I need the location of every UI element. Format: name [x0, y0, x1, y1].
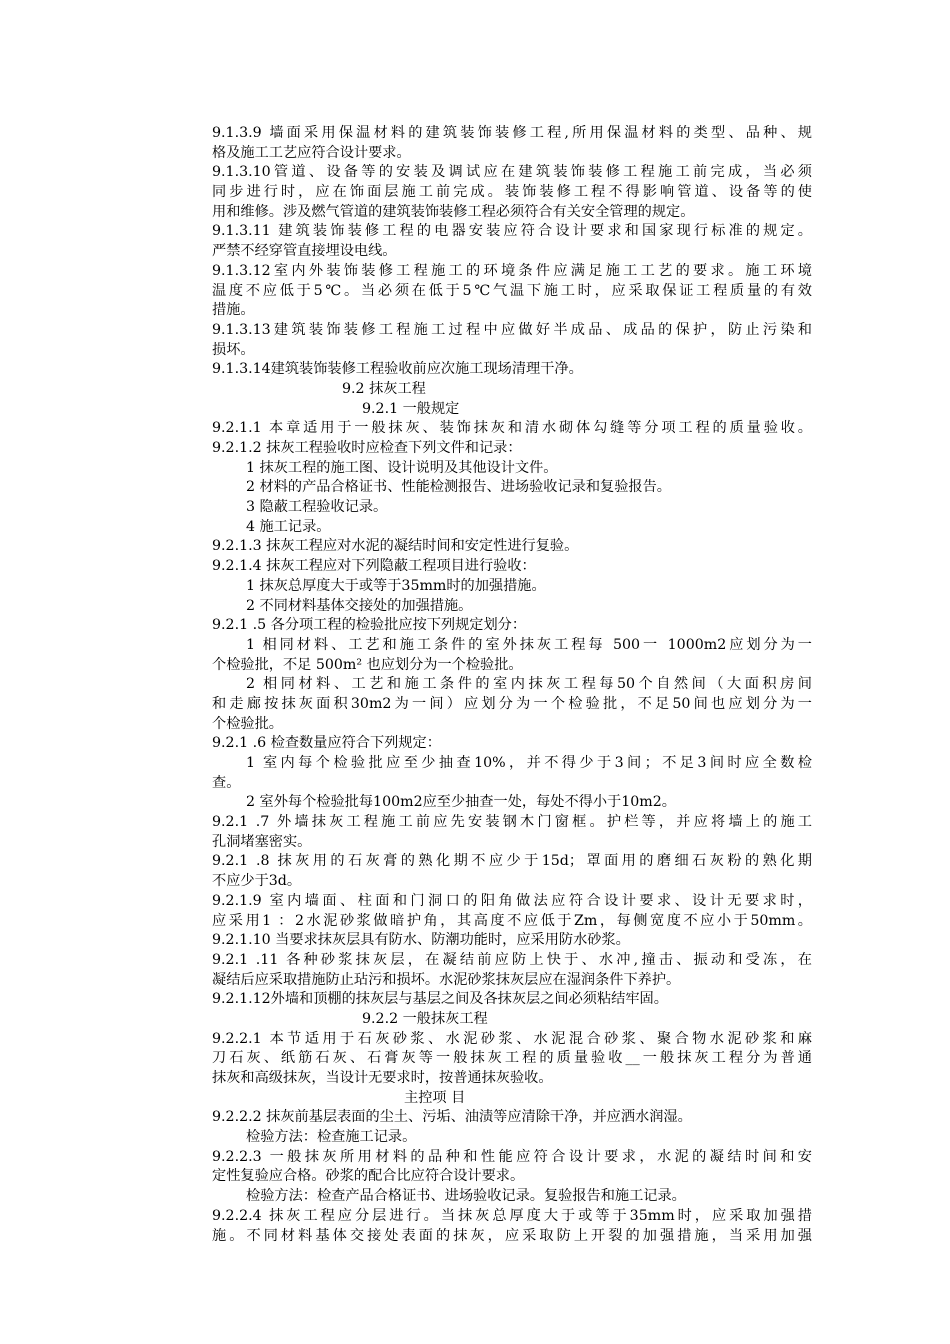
text-line: 和走廊按抹灰面积30m2为一间）应划分为一个检验批，不足50间也应划分为一 — [212, 695, 812, 712]
text-line: 定性复验应合格。砂浆的配合比应符合设计要求。 — [212, 1168, 525, 1185]
text-line: 个检验批。 — [212, 715, 283, 732]
text-line: 9.1.3.9 墙面采用保温材料的建筑装饰装修工程,所用保温材料的类型、品种、规 — [212, 125, 812, 141]
text-line: 严禁不经穿管直接埋设电线。 — [212, 243, 397, 260]
text-line: 措施。 — [212, 302, 255, 319]
text-line: 9.2.1.3 抹灰工程应对水泥的凝结时间和安定性进行复验。 — [212, 538, 579, 555]
list-item: 2 不同材料基体交接处的加强措施。 — [246, 597, 473, 614]
text-line: 个检验批，不足 500m² 也应划分为一个检验批。 — [212, 656, 523, 673]
text-line: 9.2.1 .6 检查数量应符合下列规定： — [212, 735, 441, 752]
list-item: 1 抹灰工程的施工图、设计说明及其他设计文件。 — [246, 459, 558, 476]
text-line: 凝结后应采取措施防止玷污和损坏。水泥砂浆抹灰层应在湿润条件下养护。 — [212, 971, 681, 988]
text-line: 9.2.1.4 抹灰工程应对下列隐蔽工程项目进行验收： — [212, 558, 536, 575]
list-item: 1 抹灰总厚度大于或等于35mm时的加强措施。 — [246, 577, 546, 594]
text-line: 9.2.1.10 当要求抹灰层具有防水、防潮功能时，应采用防水砂浆。 — [212, 932, 630, 949]
text-line: 温度不应低于5℃。当必须在低于5℃气温下施工时，应采取保证工程质量的有效 — [212, 282, 812, 299]
text-line: 9.2.2.4 抹灰工程应分层进行。当抹灰总厚度大于或等于35mm时，应采取加强措 — [212, 1207, 812, 1224]
inspection-method: 检验方法：检查产品合格证书、进场验收记录。复验报告和施工记录。 — [246, 1188, 686, 1205]
text-line: 9.1.3.10管道、设备等的安装及调试应在建筑装饰装修工程施工前完成，当必须 — [212, 164, 812, 181]
text-line: 9.2.1 .7 外墙抹灰工程施工前应先安装钢木门窗框。护栏等，并应将墙上的施工 — [212, 814, 812, 831]
text-line: 不应少于3d。 — [212, 873, 302, 890]
section-heading: 9.2 抹灰工程 — [342, 380, 426, 397]
text-line: 刀石灰、纸筋石灰、石膏灰等一般抹灰工程的质量验收__一般抹灰工程分为普通 — [212, 1050, 812, 1067]
text-line: 用和维修。涉及燃气管道的建筑装饰装修工程必须符合有关安全管理的规定。 — [212, 203, 695, 220]
list-item: 4 施工记录。 — [246, 518, 331, 535]
text-line: 9.2.2.1 本节适用于石灰砂浆、水泥砂浆、水泥混合砂浆、聚合物水泥砂浆和麻 — [212, 1030, 812, 1047]
text-line: 施。不同材料基体交接处表面的抹灰，应采取防上开裂的加强措施，当采用加强 — [212, 1227, 812, 1244]
subsection-heading: 主控项 目 — [404, 1089, 466, 1106]
list-item: 1 室内每个检验批应至少抽查10%，并不得少于3间；不足3间时应全数检 — [246, 755, 812, 771]
list-item: 2 材料的产品合格证书、性能检测报告、进场验收记录和复验报告。 — [246, 479, 671, 496]
text-line: 9.2.1.2 抹灰工程验收时应检查下列文件和记录： — [212, 440, 522, 456]
text-line: 查。 — [212, 774, 241, 791]
text-line: 9.1.3.12室内外装饰装修工程施工的环境条件应满足施工工艺的要求。施工环境 — [212, 262, 812, 279]
text-line: 9.2.2.3 一般抹灰所用材料的品种和性能应符合设计要求，水泥的凝结时间和安 — [212, 1148, 812, 1165]
list-item: 2 相同材料、工艺和施工条件的室内抹灰工程每50个自然间（大面积房间 — [246, 676, 812, 693]
subsection-heading: 9.2.1 一般规定 — [362, 400, 460, 417]
text-line: 同步进行时，应在饰面层施工前完成。装饰装修工程不得影响管道、设备等的使 — [212, 184, 812, 201]
text-line: 9.1.3.11 建筑装饰装修工程的电器安装应符合设计要求和国家现行标准的规定。 — [212, 223, 812, 240]
text-line: 9.2.1.1 本章适用于一般抹灰、装饰抹灰和清水砌体勾缝等分项工程的质量验收。 — [212, 420, 812, 437]
text-line: 9.2.1.12外墙和顶棚的抹灰层与基层之间及各抹灰层之间必须粘结牢固。 — [212, 991, 668, 1008]
text-line: 9.1.3.13建筑装饰装修工程施工过程中应做好半成品、成品的保护，防止污染和 — [212, 321, 812, 338]
list-item: 1 相同材料、工艺和施工条件的室外抹灰工程每 500一 1000m2应划分为一 — [246, 636, 812, 653]
inspection-method: 检验方法：检查施工记录。 — [246, 1129, 417, 1146]
subsection-heading: 9.2.2 一般抹灰工程 — [362, 1010, 488, 1027]
text-line: 9.2.1 .8 抹灰用的石灰膏的熟化期不应少于15d；罩面用的磨细石灰粉的熟化期 — [212, 853, 812, 870]
list-item: 2 室外每个检验批每100m2应至少抽查一处，每处不得小于10m2。 — [246, 794, 676, 811]
text-line: 损坏。 — [212, 341, 255, 358]
text-line: 孔洞堵塞密实。 — [212, 833, 312, 850]
text-line: 9.2.1 .11 各种砂浆抹灰层，在凝结前应防上快于、水冲,撞击、振动和受冻，在 — [212, 951, 812, 968]
text-line: 9.1.3.14建筑装饰装修工程验收前应次施工现场清理干净。 — [212, 361, 583, 378]
text-line: 格及施工工艺应符合设计要求。 — [212, 144, 411, 161]
text-line: 9.2.2.2 抹灰前基层表面的尘土、污垢、油渍等应清除干净，并应洒水润湿。 — [212, 1109, 692, 1126]
text-line: 9.2.1 .5 各分项工程的检验批应按下列规定划分： — [212, 617, 527, 634]
list-item: 3 隐蔽工程验收记录。 — [246, 499, 388, 516]
document-body — [212, 124, 812, 1246]
text-line: 抹灰和高级抹灰，当设计无要求时，按普通抹灰验收。 — [212, 1070, 553, 1086]
text-line: 应采用1 ：2水泥砂浆做暗护角，其高度不应低于Zm，每侧宽度不应小于50mm。 — [212, 912, 812, 929]
text-line: 9.2.1.9 室内墙面、柱面和门洞口的阳角做法应符合设计要求、设计无要求时， — [212, 892, 812, 909]
